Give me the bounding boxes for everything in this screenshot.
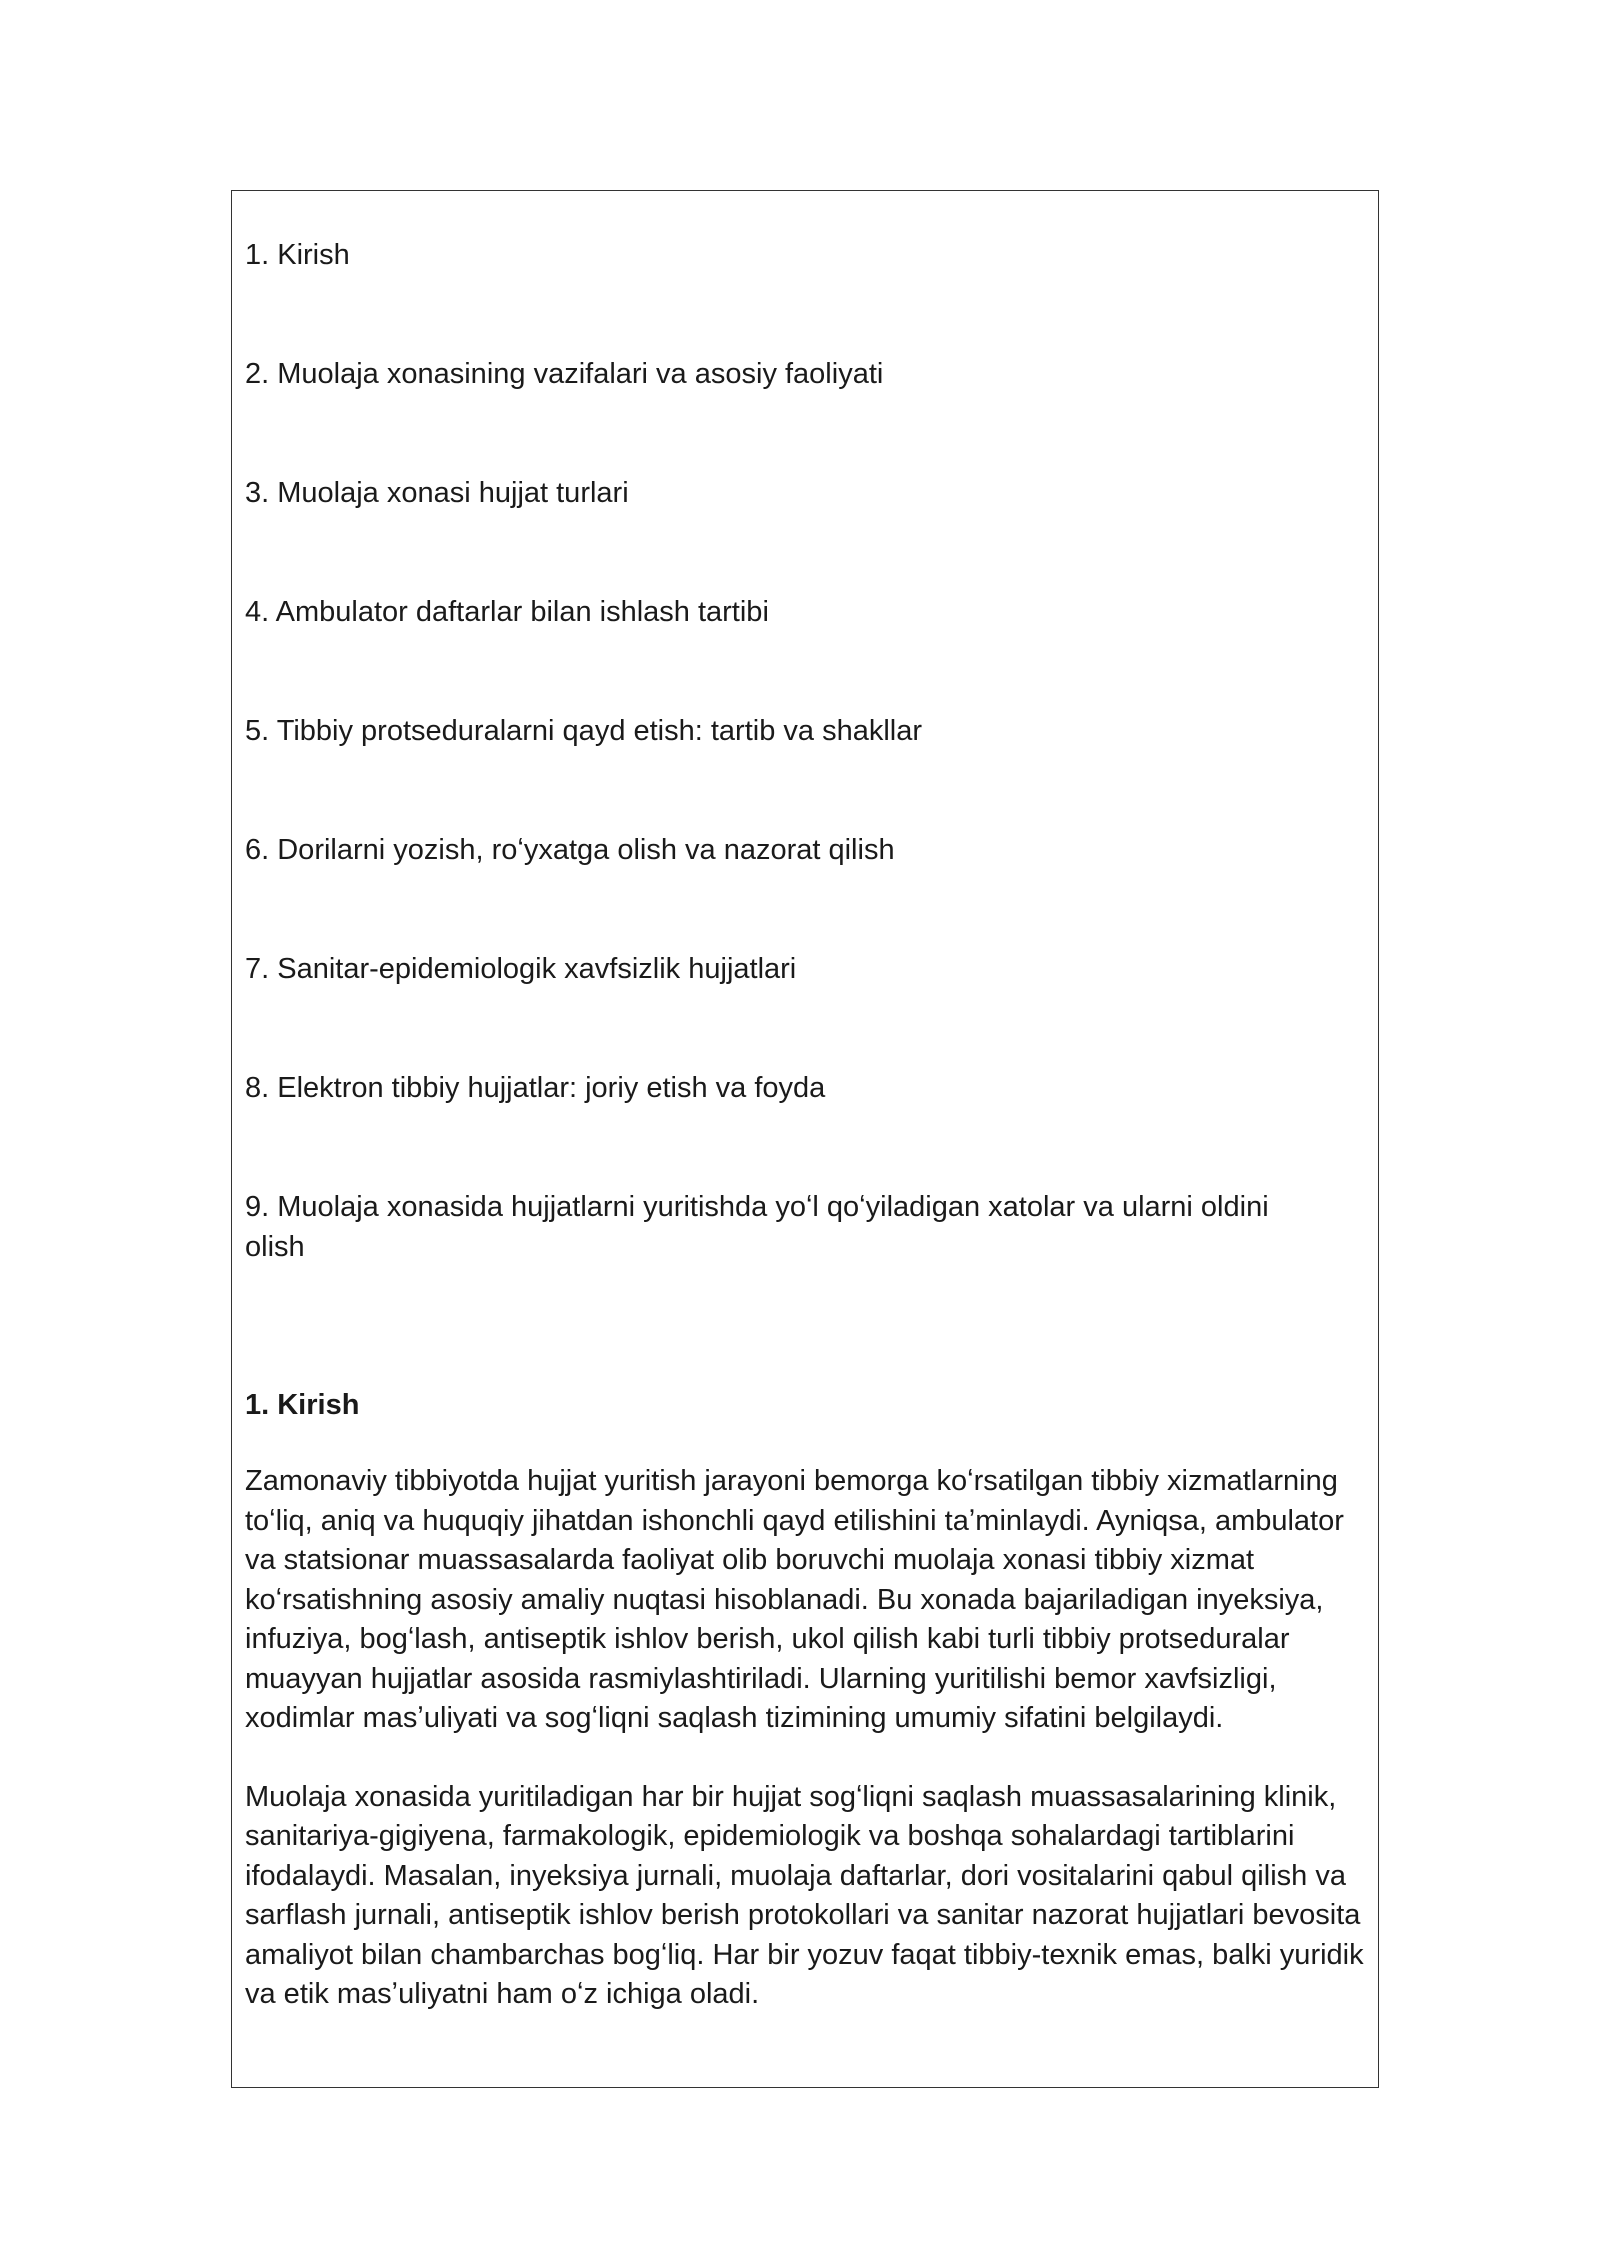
body-paragraph-2: Muolaja xonasida yuritiladigan har bir hujjat sogʻliqni saqlash muassasalarining klinik, sanitariya-gigiyena, farmakologik, epidemiologik va boshqa sohalardagi tartiblarini ifodalaydi. Masalan, inyeksiya jurnali, muolaja daftarlar, dori vositalarini qabul qilish va sarflash jurnali, antiseptik ishlov berish protokollari va sanitar nazorat hujjatlari bevosita amaliyot bilan chambarchas bogʻliq. Har bir yozuv faqat tibbiy-texnik emas, balki yuridik va etik masʼuliyatni ham oʻz ichiga oladi. xyxy=(245,1780,1364,2010)
toc-item-5: 5. Tibbiy protseduralarni qayd etish: tartib va shakllar xyxy=(245,715,923,747)
toc-item-2: 2. Muolaja xonasining vazifalari va asosiy faoliyati xyxy=(245,358,884,390)
toc-item-9: 9. Muolaja xonasida hujjatlarni yuritishda yoʻl qoʻyiladigan xatolar va ularni oldini olish xyxy=(245,1191,1269,1263)
document-page xyxy=(231,190,1379,2088)
toc-item-8: 8. Elektron tibbiy hujjatlar: joriy etish va foyda xyxy=(245,1072,826,1104)
toc-item-4: 4. Ambulator daftarlar bilan ishlash tartibi xyxy=(245,596,769,628)
toc-item-3: 3. Muolaja xonasi hujjat turlari xyxy=(245,477,629,509)
toc-item-7: 7. Sanitar-epidemiologik xavfsizlik hujjatlari xyxy=(245,953,797,985)
section-heading: 1. Kirish xyxy=(245,1389,360,1421)
toc-item-6: 6. Dorilarni yozish, roʻyxatga olish va nazorat qilish xyxy=(245,834,895,866)
toc-item-1: 1. Kirish xyxy=(245,239,350,271)
body-paragraph-1: Zamonaviy tibbiyotda hujjat yuritish jarayoni bemorga koʻrsatilgan tibbiy xizmatlarning toʻliq, aniq va huquqiy jihatdan ishonchli qayd etilishini taʼminlaydi. Ayniqsa, ambulator va statsionar muassasalarda faoliyat olib boruvchi muolaja xonasi tibbiy xizmat koʻrsatishning asosiy amaliy nuqtasi hisoblanadi. Bu xonada bajariladigan inyeksiya, infuziya, bogʻlash, antiseptik ishlov berish, ukol qilish kabi turli tibbiy protseduralar muayyan hujjatlar asosida rasmiylashtiriladi. Ularning yuritilishi bemor xavfsizligi, xodimlar masʼuliyati va sogʻliqni saqlash tizimining umumiy sifatini belgilaydi. xyxy=(245,1465,1344,1734)
table-of-contents xyxy=(245,235,1366,1267)
